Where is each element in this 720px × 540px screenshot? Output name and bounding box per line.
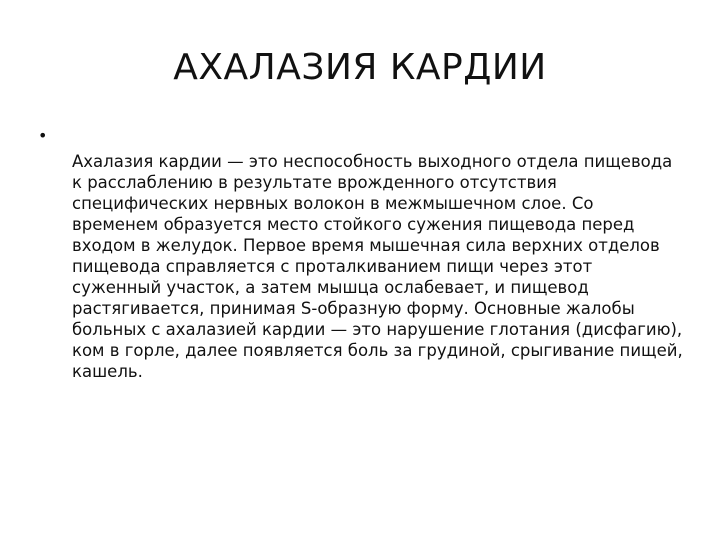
definition-text: — это неспособность выходного отдела пищевода к расслаблению в результате врожденного отсутствия специфических нервных волокон в межмышечном слое. Со временем образуется место стойкого сужения пищевода перед входом в желудок. Первое время мышечная сила верхних отделов пищевода справляется с проталкиванием пищи через этот суженный участок, а затем мышца ослабевает, и пищевод растягивается, принимая S-образную форму. Основные жалобы больных с ахалазией кардии — это нарушение глотания (дисфагию), ком в горле, далее появляется боль за грудиной, срыгивание пищей, кашель. (72, 152, 683, 381)
term-text: Ахалазия кардии (72, 152, 222, 171)
slide-title: АХАЛАЗИЯ КАРДИИ (173, 47, 547, 88)
bullet-marker: • (38, 126, 48, 145)
body-paragraph (72, 151, 684, 382)
